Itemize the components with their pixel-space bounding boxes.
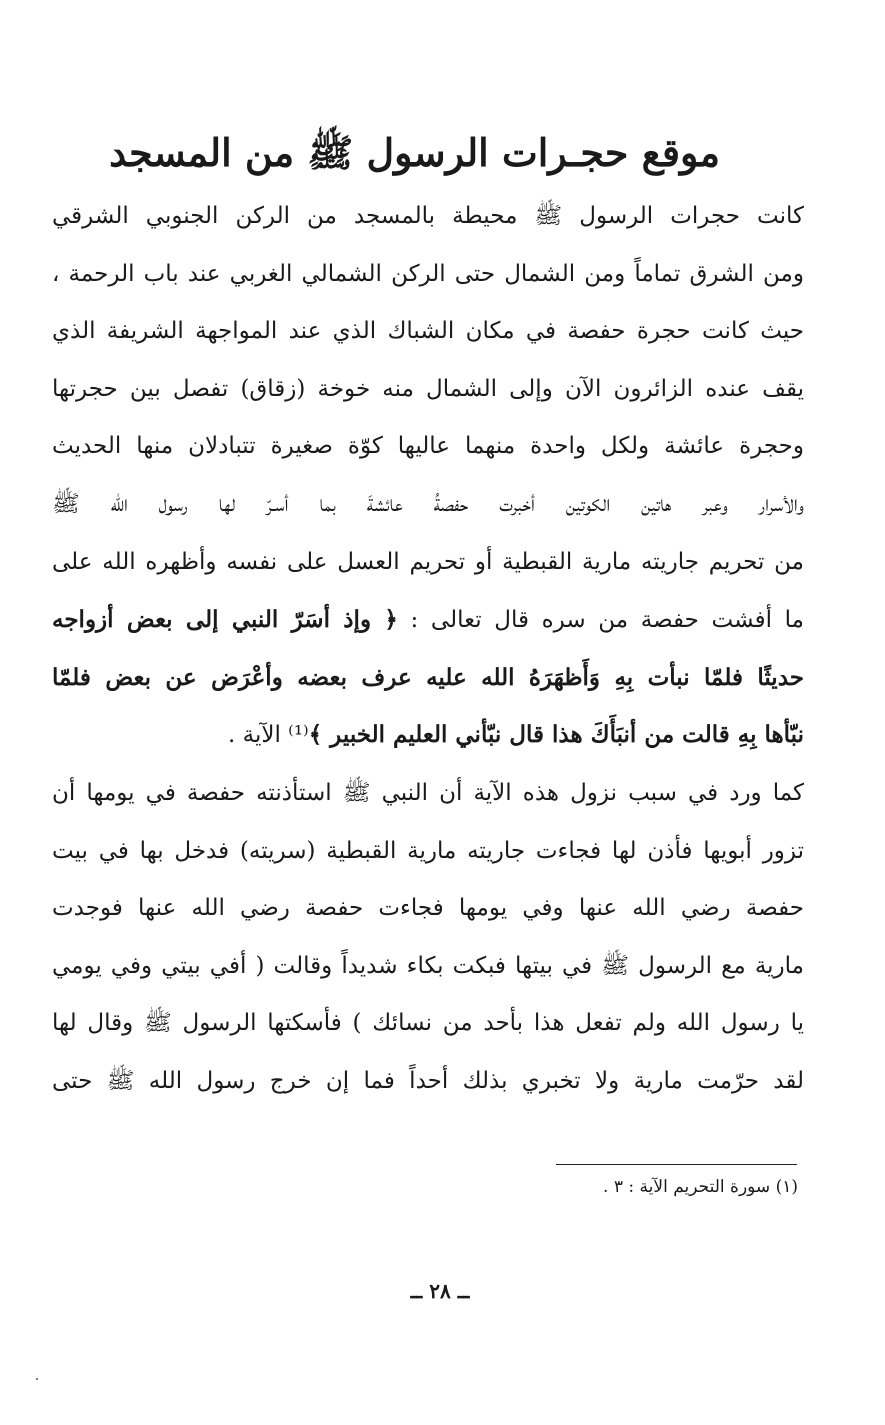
text-line: يقف عنده الزائرون الآن وإلى الشمال منه خوخة (زقاق) تفصل بين حجرتها — [52, 375, 804, 402]
text-line: من تحريم جاريته مارية القبطية أو تحريم العسل على نفسه وأظهره الله على — [52, 548, 804, 575]
page-title: موقع حجـرات الرسول ﷺ من المسجد — [109, 130, 720, 175]
text-line: حيث كانت حجرة حفصة في مكان الشباك الذي عند المواجهة الشريفة الذي — [52, 318, 804, 345]
text-line: لقد حرّمت مارية ولا تخبري بذلك أحداً فما إن خرج رسول الله ﷺ حتى — [52, 1067, 804, 1094]
text-line: كما ورد في سبب نزول هذه الآية أن النبي ﷺ استأذنته حفصة في يومها أن — [52, 780, 804, 806]
text-line: حفصة رضي الله عنها وفي يومها فجاءت حفصة رضي الله عنها فوجدت — [52, 895, 804, 922]
text-line: وحجرة عائشة ولكل واحدة منهما عاليها كوّة صغيرة تتبادلان منها الحديث — [52, 433, 804, 460]
page-number: ــ ٢٨ ــ — [410, 1279, 470, 1303]
text-line: مارية مع الرسول ﷺ في بيتها فبكت بكاء شديداً وقالت ( أفي بيتي وفي يومي — [52, 952, 804, 979]
footnote: (١) سورة التحريم الآية : ٣ . — [603, 1177, 798, 1197]
text-segment: ما أفشت حفصة من سره قال تعالى : — [397, 607, 804, 634]
footnote-reference: ⁽¹⁾ الآية . — [227, 722, 309, 749]
paragraph-1 — [52, 188, 804, 764]
text-line — [52, 649, 804, 707]
scan-speck — [36, 1378, 38, 1380]
text-line — [52, 591, 804, 649]
text-line: تزور أبويها فأذن لها فجاءت جاريته مارية القبطية (سريته) فدخل بها في بيت — [52, 837, 804, 864]
footnote-divider — [556, 1164, 797, 1165]
text-line: والأسرار وعبر هاتين الكوتين أخبرت حفصةُ عائشةَ بما أسـرّ لها رسول الله ﷺ — [52, 490, 804, 517]
text-line: كانت حجرات الرسول ﷺ محيطة بالمسجد من الركن الجنوبي الشرقي — [52, 203, 804, 229]
text-line: يا رسول الله ولم تفعل هذا بأحد من نسائك ) فأسكتها الرسول ﷺ وقال لها — [52, 1010, 804, 1037]
quran-quote: حديثًا فلمّا نبأت بِهِ وَأَظهَرَهُ الله عليه عرف بعضه وأعْرَض عن بعض فلمّا — [52, 663, 804, 691]
text-line — [52, 706, 804, 764]
quran-quote: ﴿ وإذ أسَرّ النبي إلى بعض أزواجه — [52, 606, 398, 634]
quran-quote: نبّأها بِهِ قالت من أنبَأَكَ هذا قال نبّأني العليم الخبير ﴾ — [308, 721, 804, 749]
text-line: ومن الشرق تماماً ومن الشمال حتى الركن الشمالي الغربي عند باب الرحمة ، — [52, 260, 804, 287]
paragraph-2 — [52, 765, 804, 1111]
